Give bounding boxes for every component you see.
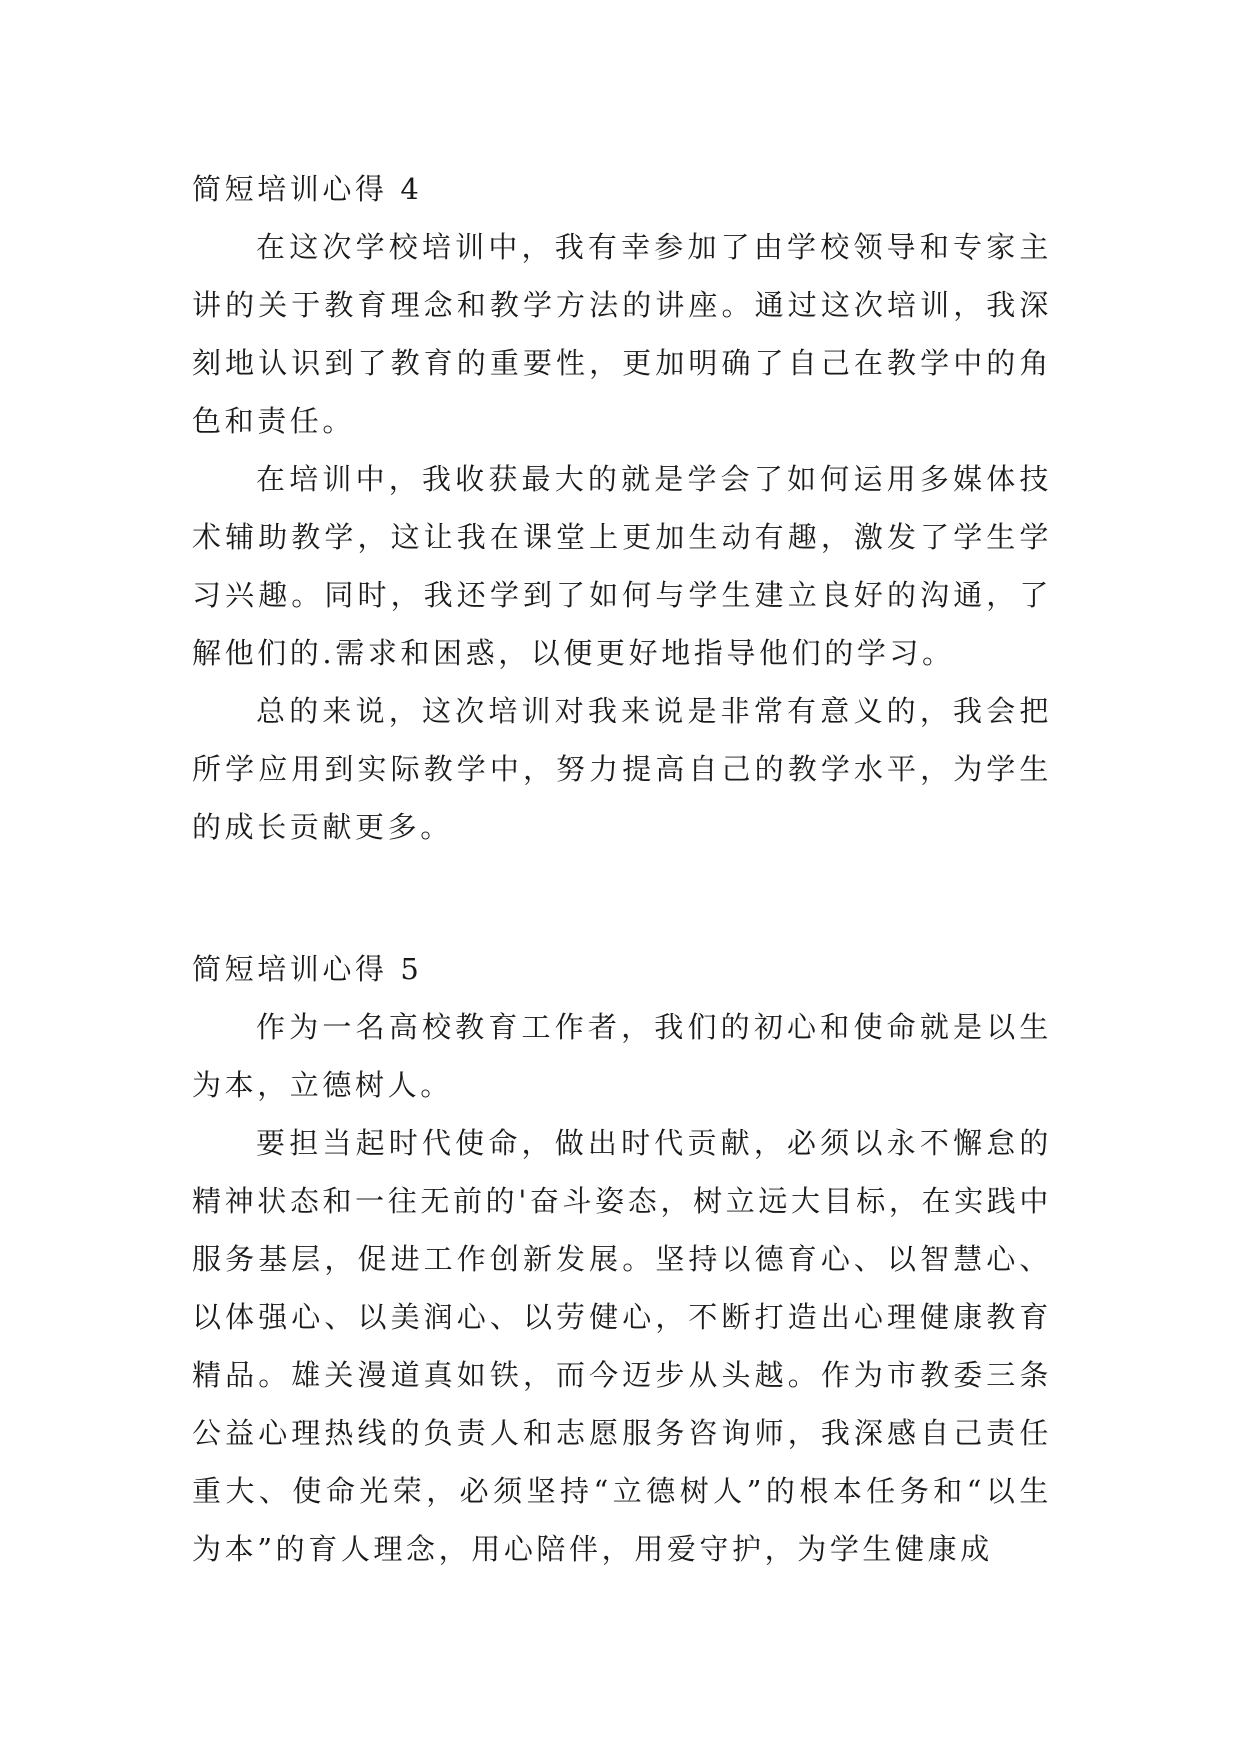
section-title: 简短培训心得 5 xyxy=(192,952,423,986)
paragraph: 总的来说，这次培训对我来说是非常有意义的，我会把所学应用到实际教学中，努力提高自己的教学水平，为学生的成长贡献更多。 xyxy=(192,694,1052,844)
document-body xyxy=(192,160,1052,1578)
section-title: 简短培训心得 4 xyxy=(192,172,423,206)
paragraph: 在这次学校培训中，我有幸参加了由学校领导和专家主讲的关于教育理念和教学方法的讲座。通过这次培训，我深刻地认识到了教育的重要性，更加明确了自己在教学中的角色和责任。 xyxy=(192,230,1052,438)
paragraph: 要担当起时代使命，做出时代贡献，必须以永不懈怠的精神状态和一往无前的'奋斗姿态，树立远大目标，在实践中服务基层，促进工作创新发展。坚持以德育心、以智慧心、以体强心、以美润心、以劳健心，不断打造出心理健康教育精品。雄关漫道真如铁，而今迈步从头越。作为市教委三条公益心理热线的负责人和志愿服务咨询师，我深感自己责任重大、使命光荣，必须坚持“立德树人”的根本任务和“以生为本”的育人理念，用心陪伴，用爱守护，为学生健康成 xyxy=(192,1126,1052,1566)
paragraph: 作为一名高校教育工作者，我们的初心和使命就是以生为本，立德树人。 xyxy=(192,1010,1052,1102)
paragraph: 在培训中，我收获最大的就是学会了如何运用多媒体技术辅助教学，这让我在课堂上更加生动有趣，激发了学生学习兴趣。同时，我还学到了如何与学生建立良好的沟通，了解他们的.需求和困惑，以便更好地指导他们的学习。 xyxy=(192,462,1052,670)
section-training-notes-5 xyxy=(192,940,1052,1578)
section-training-notes-4 xyxy=(192,160,1052,856)
section-spacer xyxy=(192,856,1052,940)
